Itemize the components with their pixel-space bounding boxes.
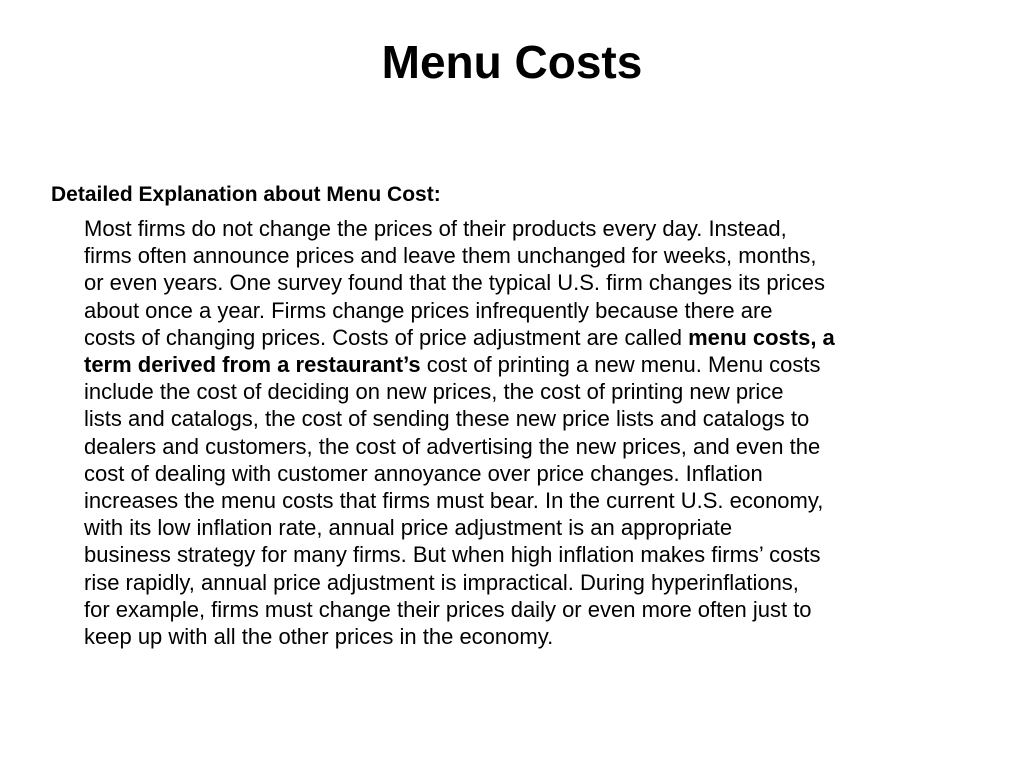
paragraph-line: increases the menu costs that firms must bear. In the current U.S. economy, <box>84 488 824 514</box>
paragraph-line: keep up with all the other prices in the economy. <box>84 624 554 650</box>
paragraph-text: costs of changing prices. Costs of price adjustment are called <box>84 324 689 350</box>
paragraph-line: for example, firms must change their prices daily or even more often just to <box>84 596 812 622</box>
paragraph-line: rise rapidly, annual price adjustment is impractical. During hyperinflations, <box>84 569 799 595</box>
body-paragraph <box>84 215 974 650</box>
paragraph-line: business strategy for many firms. But when high inflation makes firms’ costs <box>84 542 821 568</box>
paragraph-line <box>84 324 974 351</box>
bold-term: menu costs, a <box>688 324 835 350</box>
paragraph-text: cost of printing a new menu. Menu costs <box>420 352 821 378</box>
bold-term: term derived from a restaurant’s <box>84 352 421 378</box>
paragraph-line: or even years. One survey found that the typical U.S. firm changes its prices <box>84 270 826 296</box>
paragraph-line: include the cost of deciding on new prices, the cost of printing new price <box>84 379 784 405</box>
section-heading: Detailed Explanation about Menu Cost: <box>51 183 441 206</box>
paragraph-line: about once a year. Firms change prices infrequently because there are <box>84 297 773 323</box>
paragraph-line: lists and catalogs, the cost of sending these new price lists and catalogs to <box>84 406 810 432</box>
paragraph-line: Most firms do not change the prices of their products every day. Instead, <box>84 216 787 241</box>
paragraph-line: firms often announce prices and leave them unchanged for weeks, months, <box>84 243 817 269</box>
paragraph-line <box>84 351 974 378</box>
paragraph-line: cost of dealing with customer annoyance over price changes. Inflation <box>84 460 763 486</box>
slide-title: Menu Costs <box>381 36 643 88</box>
paragraph-line: with its low inflation rate, annual price adjustment is an appropriate <box>84 515 733 541</box>
paragraph-line: dealers and customers, the cost of advertising the new prices, and even the <box>84 433 821 459</box>
